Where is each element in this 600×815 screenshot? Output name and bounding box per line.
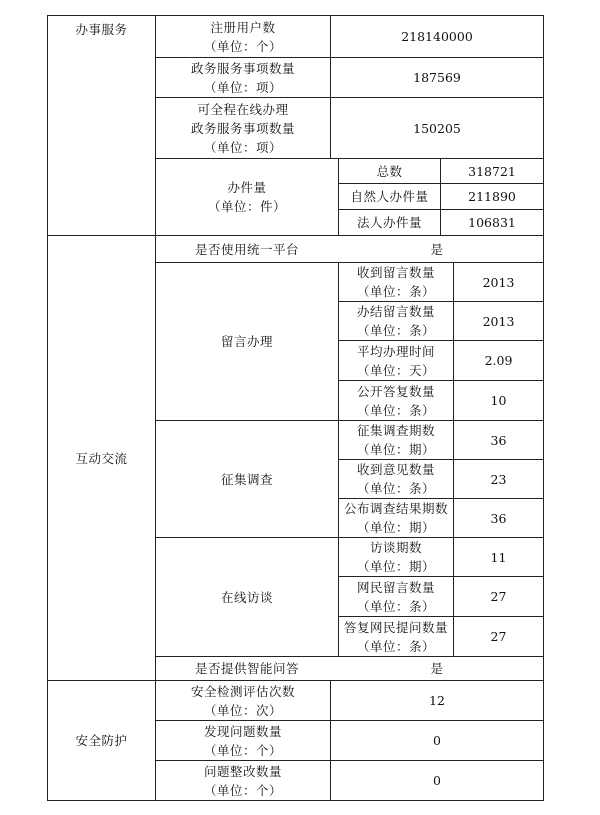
registered-users-label: 注册用户数 （单位：个）	[203, 19, 282, 54]
survey-results-label: 公布调查结果期数 （单位：期）	[343, 501, 448, 535]
interview-replies-value: 27	[490, 629, 507, 644]
unified-platform-value: 是	[430, 241, 444, 257]
interview-periods-value: 11	[490, 549, 507, 565]
smart-qa-label: 是否提供智能问答	[194, 661, 299, 676]
security-issues-label: 发现问题数量 （单位：个）	[203, 723, 282, 758]
handled-total-label: 总数	[376, 163, 403, 179]
messages-label: 留言办理	[220, 334, 273, 349]
survey-opinions-label: 收到意见数量 （单位：条）	[356, 462, 435, 496]
handled-legal-value: 106831	[468, 215, 516, 230]
security-fixed-label: 问题整改数量 （单位：个）	[203, 763, 282, 798]
survey-label: 征集调查	[220, 471, 273, 487]
messages-public-label: 公开答复数量 （单位：条）	[356, 383, 435, 418]
messages-avg-time-value: 2.09	[484, 353, 513, 368]
interview-periods-label: 访谈期数 （单位：期）	[356, 540, 435, 574]
section-title-interaction: 互动交流	[75, 450, 128, 466]
security-checks-label: 安全检测评估次数 （单位：次）	[190, 683, 295, 718]
handled-label: 办件量 （单位：件）	[207, 180, 286, 214]
messages-public-value: 10	[490, 393, 507, 408]
security-fixed-value: 0	[433, 773, 441, 788]
messages-closed-value: 2013	[482, 313, 515, 329]
survey-periods-value: 36	[490, 432, 507, 448]
section-title-security: 安全防护	[75, 733, 128, 748]
survey-results-value: 36	[490, 510, 507, 526]
survey-periods-label: 征集调查期数 （单位：期）	[356, 423, 435, 457]
table-border-bottom	[47, 800, 544, 801]
security-issues-value: 0	[433, 733, 441, 748]
messages-avg-time-label: 平均办理时间 （单位：天）	[356, 343, 435, 378]
interview-messages-label: 网民留言数量 （单位：条）	[356, 579, 435, 614]
handled-natural-value: 211890	[468, 189, 516, 204]
handled-total-value: 318721	[468, 163, 516, 179]
registered-users-value: 218140000	[401, 29, 473, 44]
table-border-right	[543, 15, 544, 800]
interview-messages-value: 27	[490, 589, 507, 604]
online-items-label: 可全程在线办理 政务服务事项数量 （单位：项）	[190, 101, 295, 155]
interview-label: 在线访谈	[220, 589, 273, 605]
section-title-service: 办事服务	[75, 22, 128, 37]
interview-replies-label: 答复网民提问数量 （单位：条）	[343, 619, 448, 654]
service-items-value: 187569	[413, 70, 461, 85]
handled-natural-label: 自然人办件量	[350, 189, 429, 204]
handled-legal-label: 法人办件量	[356, 215, 422, 230]
messages-closed-label: 办结留言数量 （单位：条）	[356, 304, 435, 338]
security-checks-value: 12	[429, 693, 445, 708]
smart-qa-value: 是	[430, 661, 444, 676]
survey-opinions-value: 23	[490, 471, 507, 487]
messages-received-value: 2013	[482, 274, 515, 290]
unified-platform-label: 是否使用统一平台	[194, 241, 299, 257]
online-items-value: 150205	[413, 120, 461, 136]
service-items-label: 政务服务事项数量 （单位：项）	[190, 60, 295, 95]
messages-received-label: 收到留言数量 （单位：条）	[356, 265, 435, 299]
